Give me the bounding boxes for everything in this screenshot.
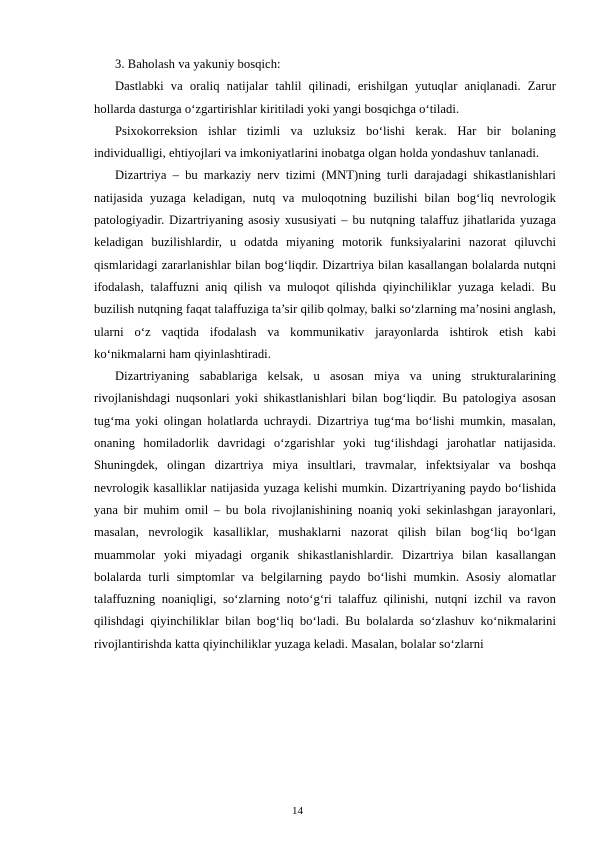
paragraph-psychocorrection: Psixokorreksion ishlar tizimli va uzluksiz bo‘lishi kerak. Har bir bolaning individualligi, ehtiyojlari va imkoniyatlarini inobatga olgan holda yondashuv tanlanadi. [94,123,556,161]
paragraph-evaluation: Dastlabki va oraliq natijalar tahlil qilinadi, erishilgan yutuqlar aniqlanadi. Zarur hollarda dasturga o‘zgartirishlar kiritiladi yoki yangi bosqichga o‘tiladi. [94,79,556,116]
paragraph-dysarthria-definition: Dizartriya – bu markaziy nerv tizimi (MNT)ning turli darajadagi shikastlanishlari natijasida yuzaga keladigan, nutq va muloqotning buzilishi bilan bog‘liq nevrologik patologiyadir. Dizartriyaning asosiy xususiyati – bu nutqning talaffuz jihatlarida yuzaga keladigan buzilishlardir, u odatda miyaning motorik funksiyalarini nazorat qiluvchi qismlaridagi zararlanishlar bilan bog‘liqdir. Dizartriya bilan kasallangan bolalarda nutqni ifodalash, talaffuzni aniq qilish va muloqot qilishda qiyinchiliklar yuzaga keladi. Bu buzilish nutqning faqat talaffuziga ta’sir qilib qolmay, balki so‘zlarning ma’nosini anglash, ularni o‘z vaqtida ifodalash va kommunikativ jarayonlarda ishtirok etish kabi ko‘nikmalarni ham qiyinlashtiradi. [94,168,556,361]
page-number: 14 [292,805,303,817]
section-heading: 3. Baholash va yakuniy bosqich: [115,57,281,71]
body-text [94,53,556,655]
paragraph-dysarthria-causes: Dizartriyaning sabablariga kelsak, u asosan miya va uning strukturalarining rivojlanishdagi nuqsonlari yoki shikastlanishlari bilan bog‘liqdir. Bu patologiya asosan tug‘ma yoki olingan holatlarda uchraydi. Dizartriya tug‘ma bo‘lishi mumkin, masalan, onaning homiladorlik davridagi o‘zgarishlar yoki tug‘ilishdagi jarohatlar natijasida. Shuningdek, olingan dizartriya miya insultlari, travmalar, infektsiyalar va boshqa nevrologik kasalliklar natijasida yuzaga kelishi mumkin. Dizartriyaning paydo bo‘lishida yana bir muhim omil – bu bola rivojlanishining noaniq yoki sekinlashgan jarayonlari, masalan, nevrologik kasalliklar, mushaklarni nazorat qilish bilan bog‘liq bo‘lgan muammolar yoki miyadagi organik shikastlanishlardir. Dizartriya bilan kasallangan bolalarda turli simptomlar va belgilarning paydo bo‘lishi mumkin. Asosiy alomatlar talaffuzning noaniqligi, so‘zlarning noto‘g‘ri talaffuz qilinishi, nutqni izchil va ravon qilishdagi qiyinchiliklar bilan bog‘liq bo‘ladi. Bu bolalarda so‘zlashuv ko‘nikmalarini rivojlantirishda katta qiyinchiliklar yuzaga keladi. Masalan, bolalar so‘zlarni [94,369,556,651]
